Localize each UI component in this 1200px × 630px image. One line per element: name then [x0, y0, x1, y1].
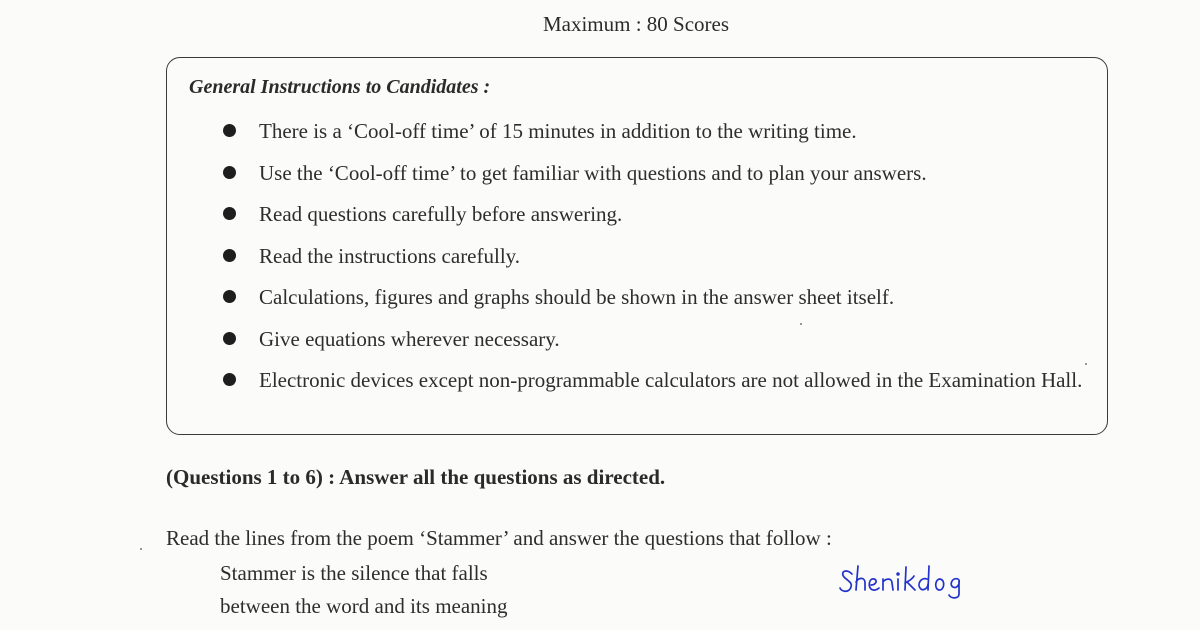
maximum-score: Maximum : 80 Scores	[542, 12, 730, 36]
instruction-text: Use the ‘Cool-off time’ to get familiar with questions and to plan your answers.	[259, 160, 927, 185]
instruction-text: There is a ‘Cool-off time’ of 15 minutes in addition to the writing time.	[259, 119, 857, 143]
instructions-title: General Instructions to Candidates :	[189, 76, 491, 98]
bullet-icon	[223, 166, 236, 179]
scan-speck	[800, 323, 802, 325]
instructions-list	[223, 116, 1083, 407]
instruction-text: Give equations wherever necessary.	[259, 326, 560, 351]
scan-speck	[140, 548, 142, 550]
instruction-item	[223, 282, 1083, 313]
section-heading: (Questions 1 to 6) : Answer all the questions as directed.	[166, 465, 666, 489]
instruction-item	[223, 116, 1083, 147]
instruction-text: Read the instructions carefully.	[259, 243, 521, 268]
bullet-icon	[223, 207, 236, 220]
instructions-box	[166, 57, 1108, 435]
poem-line: between the word and its meaning	[220, 594, 508, 618]
instruction-text: Electronic devices except non-programmable calculators are not allowed in the Examination Hall.	[259, 368, 1083, 392]
instruction-item	[223, 241, 1083, 272]
instruction-item	[223, 365, 1083, 396]
bullet-icon	[223, 249, 236, 262]
signature-strokes	[840, 566, 959, 598]
poem-line: Stammer is the silence that falls	[220, 561, 488, 585]
bullet-icon	[223, 373, 236, 386]
question-prompt: Read the lines from the poem ‘Stammer’ and answer the questions that follow :	[166, 526, 832, 550]
scan-speck	[1085, 363, 1087, 365]
instruction-item	[223, 324, 1083, 355]
instruction-item	[223, 199, 1083, 230]
bullet-icon	[223, 332, 236, 345]
instruction-item	[223, 158, 1083, 189]
instruction-text: Read questions carefully before answering.	[259, 202, 623, 226]
bullet-icon	[223, 124, 236, 137]
bullet-icon	[223, 290, 236, 303]
instruction-text: Calculations, figures and graphs should be shown in the answer sheet itself.	[259, 285, 895, 309]
handwritten-signature	[838, 560, 988, 600]
